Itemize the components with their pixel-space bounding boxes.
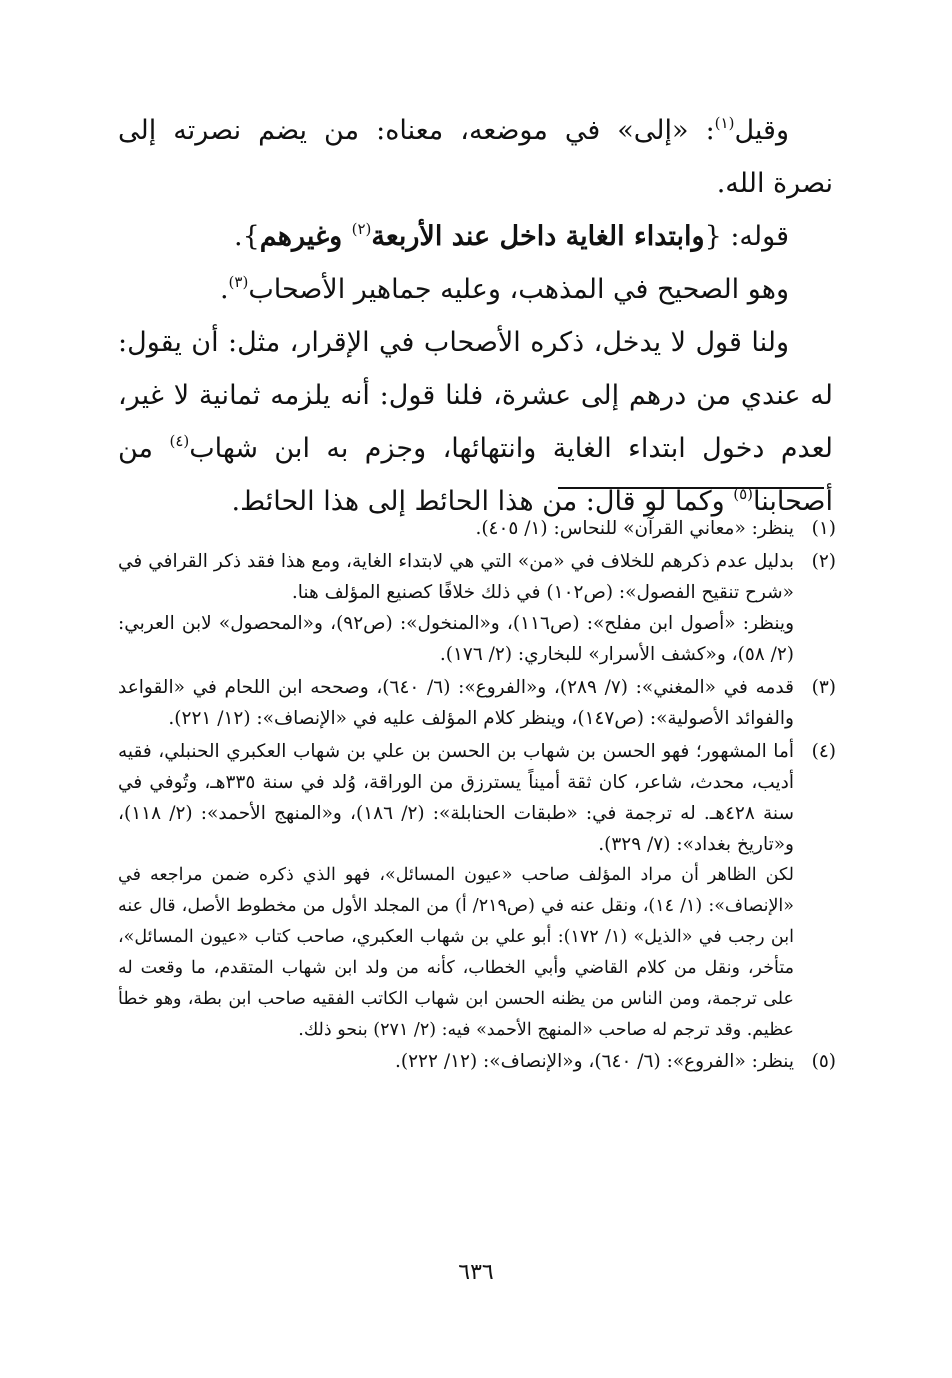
footnote-number: (٢) xyxy=(811,551,836,572)
quoted-matn: وابتداء الغاية داخل عند الأربعة xyxy=(371,221,705,252)
footnote-3 xyxy=(118,672,836,734)
text-run: : «إلى» في موضعه، معناه: من يضم نصرته إلى نصرة الله. xyxy=(118,115,833,199)
footnote-2 xyxy=(118,546,836,670)
paragraph-2 xyxy=(118,210,833,263)
text-run: وقيل xyxy=(734,115,789,146)
footnote-text: وينظر: «أصول ابن مفلح»: (ص١١٦)، و«المنخول»: (ص٩٢)، و«المحصول» لابن العربي: (٢/ ٥٨)، و«كشف الأسرار» للبخاري: (٢/ ١٧٦). xyxy=(118,613,795,665)
footnote-1 xyxy=(118,513,836,544)
text-run: وكما لو قال: من هذا الحائط إلى هذا الحائط. xyxy=(231,486,734,517)
paragraph-1 xyxy=(118,104,833,210)
paragraph-3 xyxy=(118,263,833,316)
footnote-ref-5[interactable]: (٥) xyxy=(733,485,754,503)
footnote-number: (١) xyxy=(811,518,836,539)
footnote-ref-1[interactable]: (١) xyxy=(714,114,735,132)
footnote-4 xyxy=(118,736,836,860)
footnote-text: ينظر: «الفروع»: (٦/ ٦٤٠)، و«الإنصاف»: (١٢/ ٢٢٢). xyxy=(395,1051,794,1072)
footnote-text: لكن الظاهر أن مراد المؤلف صاحب «عيون المسائل»، فهو الذي ذكره ضمن مراجعه في «الإنصاف»: (١/ ١٤)، ونقل عنه في (ص٢١٩/ أ) من المجلد الأول من مخطوط الأصل، قال عنه ابن رجب في «الذيل» (١/ ١٧٢): أبو علي بن شهاب العكبري، صاحب كتاب «عيون المسائل»، متأخر، ونقل من كلام القاضي وأبي الخطاب، كأنه من ولد ابن شهاب المتقدم، ما وقعت له على ترجمة، ومن الناس من يظنه الحسن ابن شهاب الكاتب الفقيه صاحب ابن بطة، وهو خطأ عظيم. وقد ترجم له صاحب «المنهج الأحمد» فيه: (٢/ ٢٧١) بنحو ذلك. xyxy=(118,865,795,1040)
text-run: قوله: { xyxy=(704,221,789,252)
footnote-number: (٣) xyxy=(811,677,836,698)
footnote-5 xyxy=(118,1046,836,1077)
page-number: ٦٣٦ xyxy=(458,1260,494,1285)
footnote-text: قدمه في «المغني»: (٧/ ٢٨٩)، و«الفروع»: (٦/ ٦٤٠)، وصححه ابن اللحام في «القواعد والفوائد الأصولية»: (ص١٤٧)، وينظر كلام المؤلف عليه في «الإنصاف»: (١٢/ ٢٢١). xyxy=(118,677,794,729)
footnote-ref-2[interactable]: (٢) xyxy=(351,220,372,238)
footnote-text: أما المشهور؛ فهو الحسن بن شهاب بن الحسن بن علي بن شهاب العكبري الحنبلي، فقيه أديب، محدث، شاعر، كان ثقة أميناً يسترزق من الوراقة، وُلد في سنة ٣٣٥هـ، وتُوفي في سنة ٤٢٨هـ. له ترجمة في: «طبقات الحنابلة»: (٢/ ١٨٦)، و«المنهج الأحمد»: (٢/ ١١٨)، و«تاريخ بغداد»: (٧/ ٣٢٩). xyxy=(118,741,794,855)
footnote-ref-3[interactable]: (٣) xyxy=(228,273,249,291)
footnote-number: (٥) xyxy=(811,1051,836,1072)
text-run: }. xyxy=(234,221,260,252)
text-run: وهو الصحيح في المذهب، وعليه جماهير الأصحاب xyxy=(248,274,789,305)
main-text xyxy=(118,104,833,528)
footnote-number: (٤) xyxy=(811,741,836,762)
footnote-4-continuation xyxy=(118,860,794,1046)
footnote-ref-4[interactable]: (٤) xyxy=(169,432,190,450)
paragraph-4 xyxy=(118,316,833,528)
footnotes xyxy=(118,513,836,1077)
text-run: من أصحابنا xyxy=(118,433,833,517)
text-run: ولنا قول لا يدخل، ذكره الأصحاب في الإقرار، مثل: أن يقول: له عندي من درهم إلى عشرة، فلنا قول: أنه يلزمه ثمانية لا غير، لعدم دخول ابتداء الغاية وانتهائها، وجزم به ابن شهاب xyxy=(118,327,833,464)
text-run: . xyxy=(219,274,229,305)
footnote-separator xyxy=(558,487,824,489)
footnote-text: بدليل عدم ذكرهم للخلاف في «من» التي هي لابتداء الغاية، ومع هذا فقد ذكر القرافي في «شرح تنقيح الفصول»: (ص١٠٢) في ذلك خلافًا كصنيع المؤلف هنا. xyxy=(118,551,794,603)
footnote-text: ينظر: «معاني القرآن» للنحاس: (١/ ٤٠٥). xyxy=(475,518,794,539)
quoted-matn: وغيرهم xyxy=(259,221,352,252)
